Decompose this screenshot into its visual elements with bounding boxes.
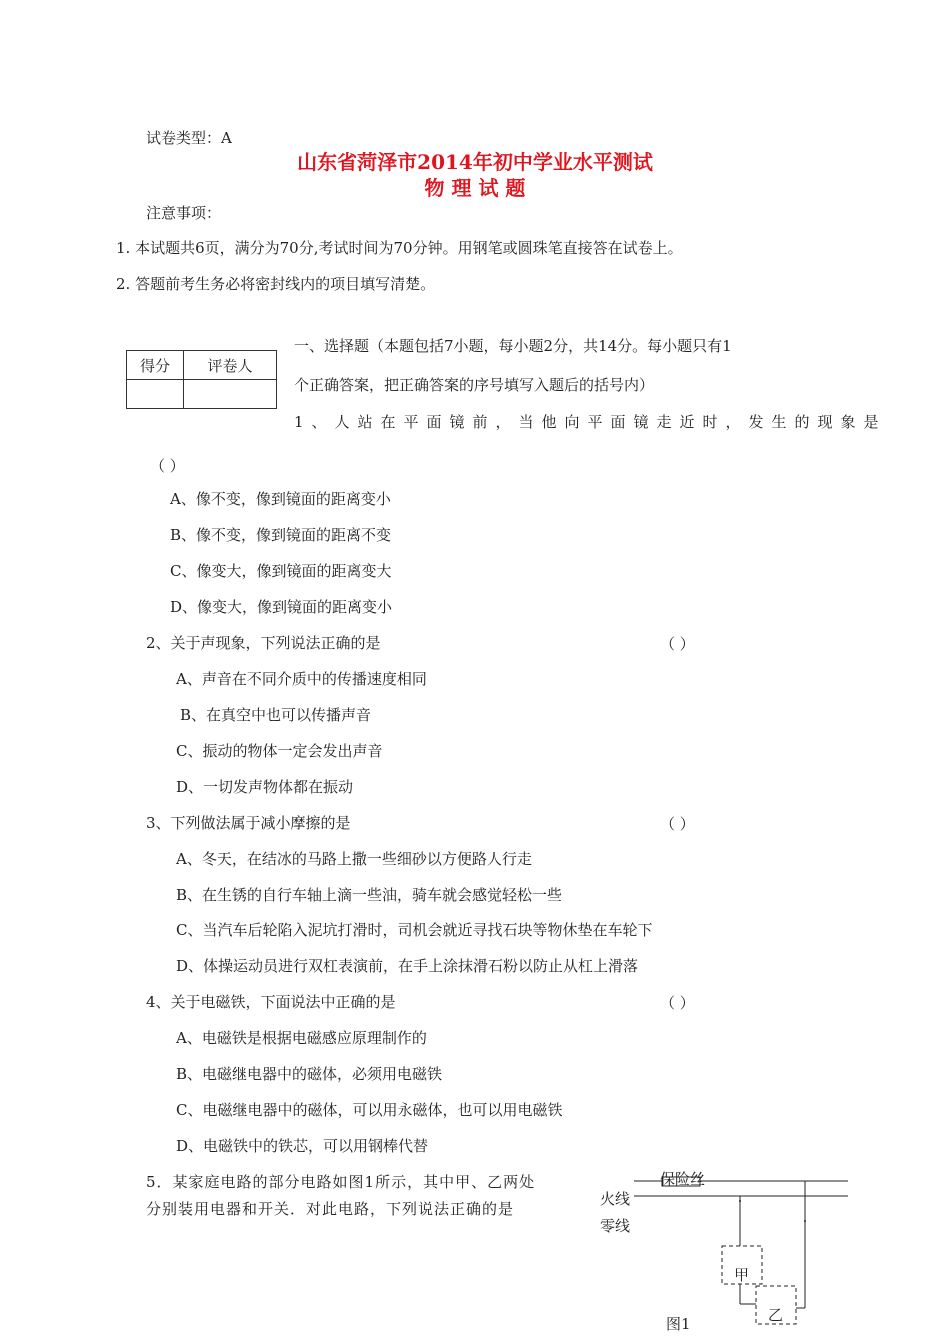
question-stem-cont: 分别装用电器和开关．对此电路，下列说法正确的是 [146, 1200, 515, 1218]
page-title: 山东省菏泽市2014年初中学业水平测试 [297, 150, 653, 174]
option: A、像不变，像到镜面的距离变小 [170, 490, 391, 508]
fuse-label: 保险丝 [660, 1170, 706, 1188]
answer-paren: （ ） [660, 994, 695, 1012]
option: B、像不变，像到镜面的距离不变 [170, 526, 392, 544]
option: B、在真空中也可以传播声音 [180, 706, 372, 724]
score-cell [127, 380, 184, 409]
question-stem: 5．某家庭电路的部分电路如图1所示，其中甲、乙两处 [146, 1173, 536, 1191]
section-heading-cont: 个正确答案，把正确答案的序号填写入题后的括号内） [294, 376, 655, 394]
option: C、电磁继电器中的磁体，可以用永磁体，也可以用电磁铁 [176, 1101, 563, 1119]
score-table [126, 350, 277, 409]
option: C、当汽车后轮陷入泥坑打滑时，司机会就近寻找石块等物休垫在车轮下 [176, 921, 653, 939]
answer-paren: （ ） [660, 635, 695, 653]
option: D、体操运动员进行双杠表演前，在手上涂抹滑石粉以防止从杠上滑落 [176, 957, 639, 975]
note-item: 1. 本试题共6页，满分为70分,考试时间为70分钟。用钢笔或圆珠笔直接答在试卷上。 [116, 239, 683, 257]
option: D、一切发声物体都在振动 [176, 778, 354, 796]
question-stem: 2、关于声现象，下列说法正确的是 [146, 634, 381, 652]
grader-header: 评卷人 [184, 351, 277, 380]
live-wire-label: 火线 [600, 1190, 631, 1208]
option: A、电磁铁是根据电磁感应原理制作的 [176, 1029, 427, 1047]
note-item: 2. 答题前考生务必将密封线内的项目填写清楚。 [116, 275, 436, 293]
circuit-diagram [590, 1168, 860, 1340]
option: B、电磁继电器中的磁体，必须用电磁铁 [176, 1065, 443, 1083]
option: D、像变大，像到镜面的距离变小 [170, 598, 393, 616]
score-header: 得分 [127, 351, 184, 380]
answer-paren: （ ） [660, 815, 695, 833]
answer-paren: （ ） [150, 457, 185, 475]
page-subtitle: 物 理 试 题 [424, 176, 526, 200]
option: A、声音在不同介质中的传播速度相同 [176, 670, 427, 688]
option: C、像变大，像到镜面的距离变大 [170, 562, 392, 580]
option: B、在生锈的自行车轴上滴一些油，骑车就会感觉轻松一些 [176, 886, 563, 904]
paper-type: 试卷类型：A [146, 129, 232, 147]
option: A、冬天，在结冰的马路上撒一些细砂以方便路人行走 [176, 850, 532, 868]
device-jia-label: 甲 [734, 1266, 750, 1284]
section-heading: 一、选择题（本题包括7小题，每小题2分，共14分。每小题只有1 [294, 337, 732, 355]
question-stem: 1、人站在平面镜前，当他向平面镜走近时，发生的现象是 [294, 413, 887, 431]
neutral-wire-label: 零线 [600, 1217, 631, 1235]
option: D、电磁铁中的铁芯，可以用钢棒代替 [176, 1137, 429, 1155]
device-yi-label: 乙 [768, 1306, 784, 1324]
grader-cell [184, 380, 277, 409]
option: C、振动的物体一定会发出声音 [176, 742, 383, 760]
notes-heading: 注意事项： [146, 204, 222, 222]
question-stem: 4、关于电磁铁，下面说法中正确的是 [146, 993, 396, 1011]
figure-caption: 图1 [666, 1315, 691, 1333]
question-stem: 3、下列做法属于减小摩擦的是 [146, 814, 351, 832]
